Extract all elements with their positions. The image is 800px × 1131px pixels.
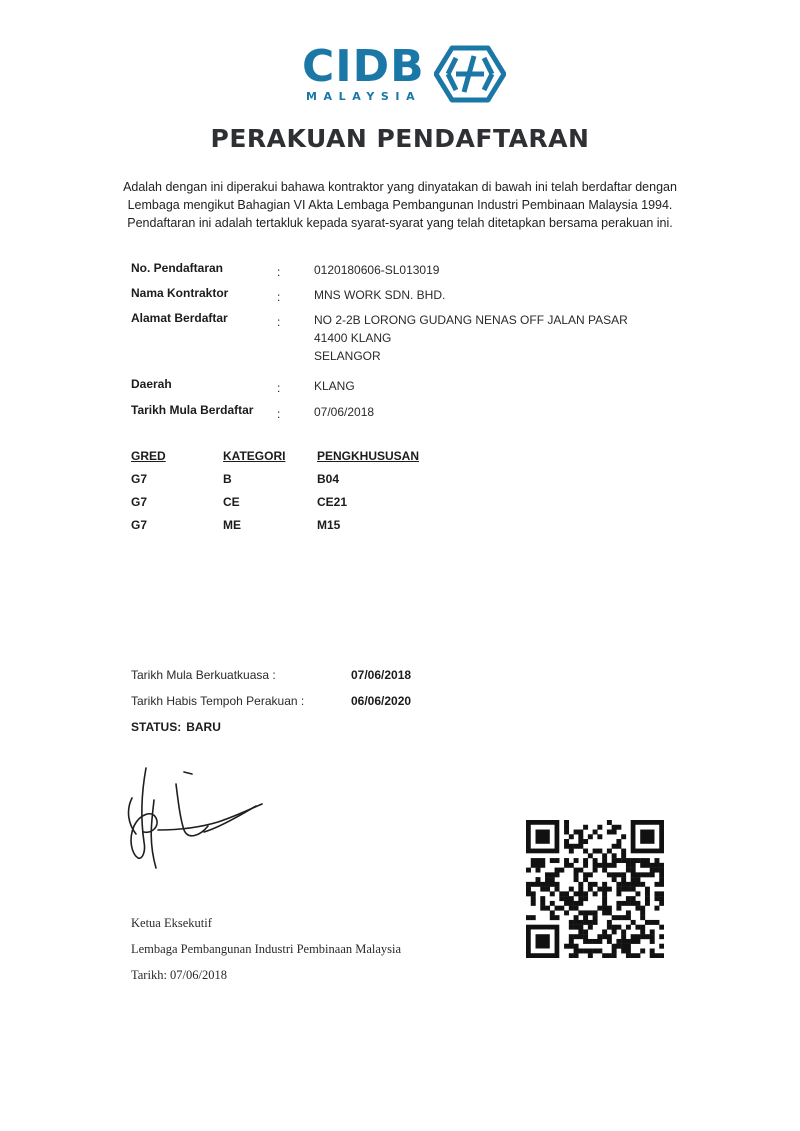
grade-header: GRED <box>131 449 166 463</box>
value-line: 07/06/2018 <box>314 405 375 419</box>
validity-label: Tarikh Mula Berkuatkuasa : <box>131 668 276 682</box>
field-label: Daerah <box>131 377 172 391</box>
qr-code-icon <box>526 820 664 958</box>
cidb-logo-mark-icon <box>434 44 506 104</box>
status-line <box>131 720 226 734</box>
field-colon: : <box>277 407 281 421</box>
value-line: 41400 KLANG <box>314 331 392 345</box>
intro-paragraph <box>100 178 700 232</box>
category-cell: B <box>223 472 232 486</box>
field-registration-date <box>131 403 691 421</box>
signer-block <box>131 910 401 988</box>
specialization-cell: M15 <box>317 518 341 532</box>
status-value: BARU <box>186 720 221 734</box>
field-value <box>314 311 628 365</box>
status-label: STATUS: <box>131 720 182 734</box>
logo-country: MALAYSIA <box>306 90 422 103</box>
signer-title: Ketua Eksekutif <box>131 916 212 930</box>
grade-cell: G7 <box>131 495 148 509</box>
specialization-cell: CE21 <box>317 495 348 509</box>
value-line: KLANG <box>314 379 355 393</box>
value-line: 0120180606-SL013019 <box>314 263 440 277</box>
validity-value: 06/06/2020 <box>351 694 412 708</box>
cidb-logo <box>298 40 508 110</box>
field-colon: : <box>277 290 281 304</box>
field-value <box>314 261 439 279</box>
grade-cell: G7 <box>131 518 148 532</box>
category-cell: CE <box>223 495 240 509</box>
validity-label: Tarikh Habis Tempoh Perakuan : <box>131 694 305 708</box>
signer-organization: Lembaga Pembangunan Industri Pembinaan Malaysia <box>131 942 402 956</box>
field-value <box>314 403 374 421</box>
field-contractor-name <box>131 286 691 304</box>
document-title: PERAKUAN PENDAFTARAN <box>210 124 590 153</box>
field-label: Nama Kontraktor <box>131 286 229 300</box>
value-line: MNS WORK SDN. BHD. <box>314 288 446 302</box>
intro-line: Pendaftaran ini adalah tertakluk kepada syarat-syarat yang telah ditetapkan bersama perakuan ini. <box>127 216 673 230</box>
field-label: Alamat Berdaftar <box>131 311 228 325</box>
value-line: NO 2-2B LORONG GUDANG NENAS OFF JALAN PASAR <box>314 313 628 327</box>
intro-line: Adalah dengan ini diperakui bahawa kontraktor yang dinyatakan di bawah ini telah berdaftar dengan <box>123 180 677 194</box>
validity-value: 07/06/2018 <box>351 668 412 682</box>
validity-end-row <box>131 694 531 712</box>
field-colon: : <box>277 381 281 395</box>
field-label: No. Pendaftaran <box>131 261 224 275</box>
category-cell: ME <box>223 518 241 532</box>
field-value <box>314 286 445 304</box>
specialization-header: PENGKHUSUSAN <box>317 449 420 463</box>
field-label: Tarikh Mula Berdaftar <box>131 403 254 417</box>
signer-date: Tarikh: 07/06/2018 <box>131 968 227 982</box>
logo-name: CIDB <box>302 41 425 92</box>
specialization-cell: B04 <box>317 472 340 486</box>
value-line: SELANGOR <box>314 349 381 363</box>
intro-line: Lembaga mengikut Bahagian VI Akta Lembaga Pembangunan Industri Pembinaan Malaysia 1994. <box>127 198 673 212</box>
field-district <box>131 377 691 395</box>
field-colon: : <box>277 315 281 329</box>
field-registered-address <box>131 311 691 363</box>
validity-start-row <box>131 668 531 686</box>
field-colon: : <box>277 265 281 279</box>
signature-icon <box>118 760 268 875</box>
grade-cell: G7 <box>131 472 148 486</box>
field-registration-number <box>131 261 691 279</box>
category-header: KATEGORI <box>223 449 286 463</box>
field-value <box>314 377 355 395</box>
